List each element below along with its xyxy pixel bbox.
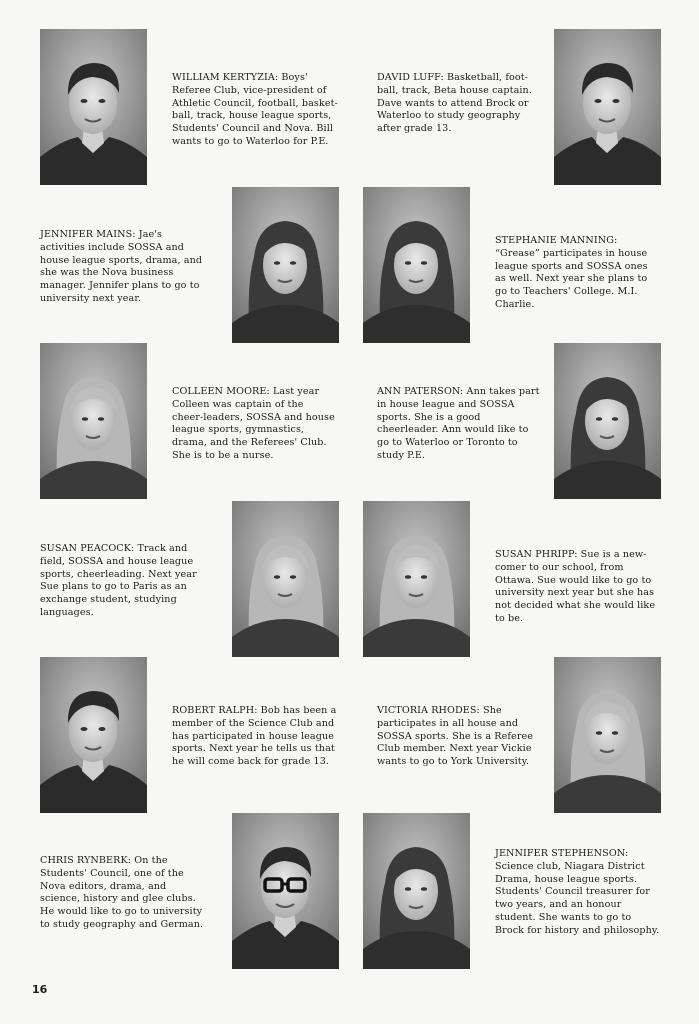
portrait-photo xyxy=(363,501,470,657)
portrait-photo xyxy=(554,343,661,499)
student-bio: SUSAN PHRIPP: Sue is a new-comer to our school, from Ottawa. Sue would like to go to university next year but she has not decided what she would like to be. xyxy=(495,549,656,624)
portrait-photo xyxy=(363,187,470,343)
portrait-photo xyxy=(554,657,661,813)
student-bio: SUSAN PEACOCK: Track and field, SOSSA and house league sports, cheerleading. Next year Sue plans to go to Paris as an exchange student, studying languages. xyxy=(40,543,197,618)
student-bio: ROBERT RALPH: Bob has been a member of the Science Club and has participated in house league sports. Next year he tells us that he will come back for grade 13. xyxy=(172,705,337,767)
portrait-photo xyxy=(554,29,661,185)
portrait-photo xyxy=(40,657,147,813)
student-bio: VICTORIA RHODES: She participates in all house and SOSSA sports. She is a Referee Club member. Next year Vickie wants to go to York University. xyxy=(377,705,534,767)
portrait-photo xyxy=(40,29,147,185)
page-number: 16 xyxy=(32,983,48,996)
portrait-photo xyxy=(40,343,147,499)
student-bio: JENNIFER MAINS: Jae's activities include SOSSA and house league sports, drama, and she was the Nova business manager. Jennifer plans to go to university next year. xyxy=(40,229,203,304)
student-bio: JENNIFER STEPHENSON: Science club, Niagara District Drama, house league sports. Students' Council treasurer for two years, and an honour student. She wants to go to Brock for history and philosophy. xyxy=(495,848,660,936)
portrait-photo xyxy=(232,187,339,343)
student-bio: COLLEEN MOORE: Last year Colleen was captain of the cheer-leaders, SOSSA and house league sports, gymnastics, drama, and the Referees' Club. She is to be a nurse. xyxy=(172,386,335,461)
student-bio: WILLIAM KERTYZIA: Boys' Referee Club, vice-president of Athletic Council, football, basket-ball, track, house league sports, Students' Council and Nova. Bill wants to go to Waterloo for P.E. xyxy=(172,72,338,147)
student-bio: CHRIS RYNBERK: On the Students' Council, one of the Nova editors, drama, and science, history and glee clubs. He would like to go to university to study geography and German. xyxy=(40,855,204,930)
portrait-photo xyxy=(363,813,470,969)
portrait-photo xyxy=(232,813,339,969)
student-bio: STEPHANIE MANNING: “Grease” participates in house league sports and SOSSA ones as well. Next year she plans to go to Teachers' College. M.I. Charlie. xyxy=(495,235,648,310)
student-bio: DAVID LUFF: Basketball, foot-ball, track, Beta house captain. Dave wants to attend Brock or Waterloo to study geography after grade 13. xyxy=(377,72,532,134)
student-bio: ANN PATERSON: Ann takes part in house league and SOSSA sports. She is a good cheerleader. Ann would like to go to Waterloo or Toronto to study P.E. xyxy=(377,386,540,461)
portrait-photo xyxy=(232,501,339,657)
